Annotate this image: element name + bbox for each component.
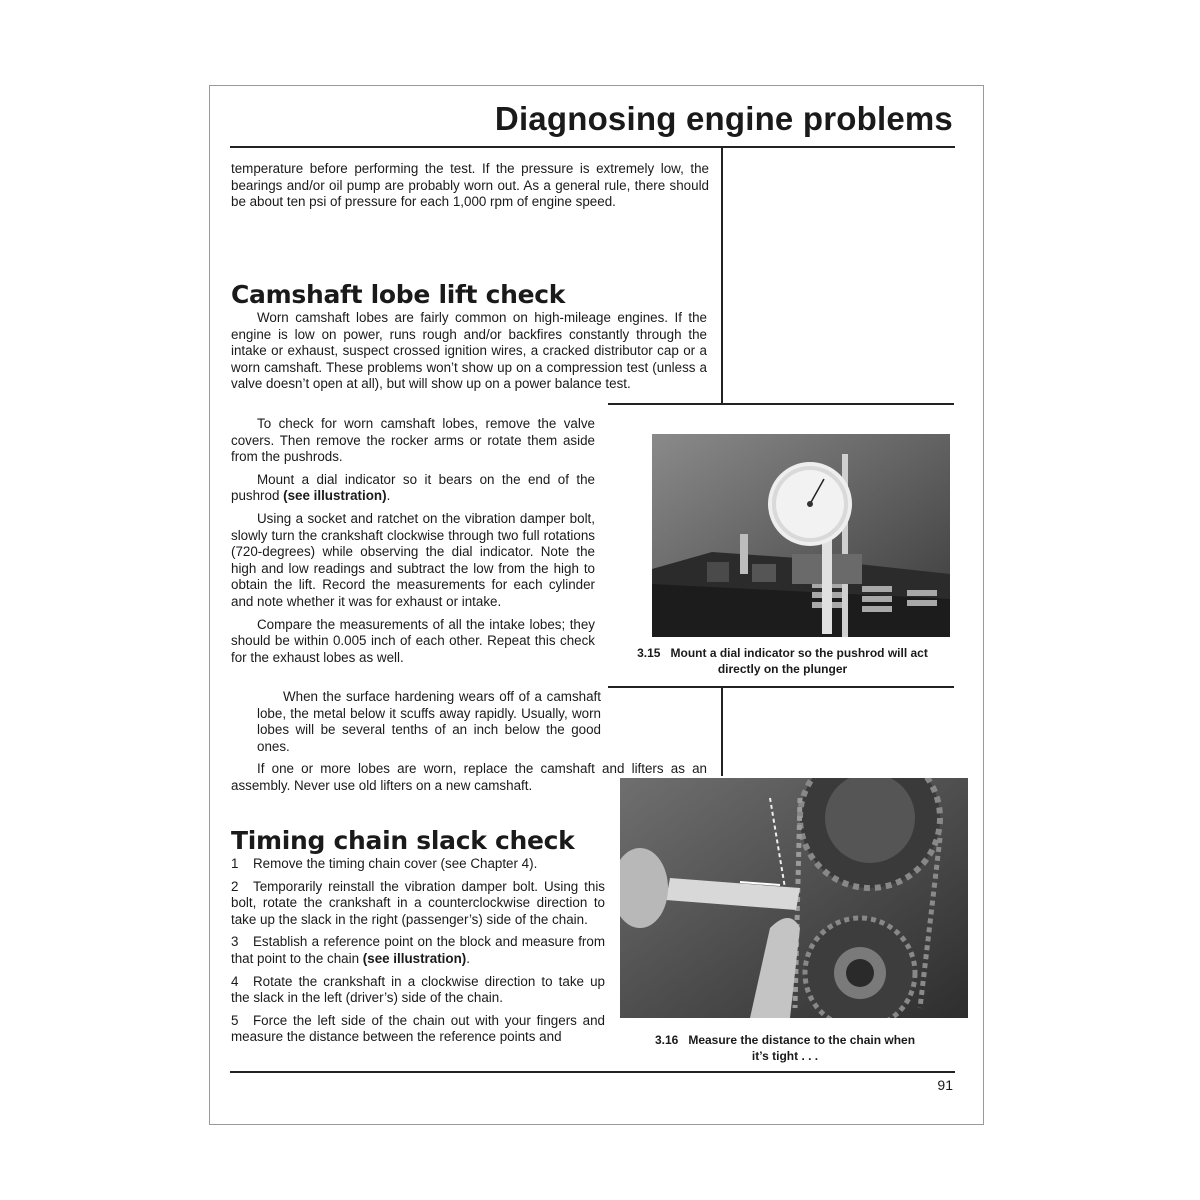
column-divider-upper (721, 148, 723, 404)
camshaft-paragraph-7: If one or more lobes are worn, replace the camshaft and lifters as an assembly. Never use old lifters on a new camshaft. (231, 761, 707, 793)
figure-3-16-caption: 3.16 Measure the distance to the chain when it’s tight . . . (654, 1033, 916, 1063)
illustration-reference: (see illustration) (283, 488, 387, 504)
page-title: Diagnosing engine problems (494, 100, 953, 137)
dial-indicator-photo (652, 434, 950, 637)
timing-chain-photo (620, 778, 968, 1018)
timing-step-1: 1 Remove the timing chain cover (see Chapter 4). (231, 856, 538, 871)
figure-3-15-caption: 3.15 Mount a dial indicator so the pushrod will act directly on the plunger (637, 646, 928, 676)
timing-steps-list (231, 856, 605, 1052)
camshaft-paragraph-2: To check for worn camshaft lobes, remove the valve covers. Then remove the rocker arms or rotate them aside from the pushrods. (231, 416, 595, 465)
dial-indicator-illustration (652, 434, 950, 637)
intro-paragraph: temperature before performing the test. If the pressure is extremely low, the bearings and/or oil pump are probably worn out. As a general rule, there should be about ten psi of pressure for each 1,000 rpm of engine speed. (231, 161, 709, 210)
manual-page (209, 85, 984, 1125)
page-number: 91 (937, 1077, 953, 1093)
figure-top-rule (608, 403, 954, 405)
timing-chain-heading: Timing chain slack check (231, 826, 575, 855)
camshaft-paragraph-1: Worn camshaft lobes are fairly common on high-mileage engines. If the engine is low on power, runs rough and/or backfires constantly through the intake or exhaust, suspect crossed ignition wires, a cracked distributor cap or a worn camshaft. These problems won’t show up on a compression test (unless a valve doesn’t open at all), but will show up on a power balance test. (231, 310, 707, 392)
figure-number: 3.16 (654, 1033, 679, 1047)
timing-step-5: 5 Force the left side of the chain out with your fingers and measure the distance between the reference points and (231, 1012, 605, 1045)
camshaft-paragraph-4: Using a socket and ratchet on the vibration damper bolt, slowly turn the crankshaft clockwise through two full rotations (720-degrees) while observing the dial indicator. Note the high and low readings and subtract the low from the high to obtain the lift. Record the measurements for each cylinder and note whether it was for exhaust or intake. (231, 510, 595, 609)
camshaft-heading: Camshaft lobe lift check (231, 280, 566, 309)
illustration-reference: (see illustration) (362, 950, 467, 966)
camshaft-paragraph-5: Compare the measurements of all the intake lobes; they should be within 0.005 inch of each other. Repeat this check for the exhaust lobes as well. (231, 616, 595, 665)
column-divider-middle (721, 686, 723, 776)
figure-bottom-rule (608, 686, 954, 688)
camshaft-paragraph-6: When the surface hardening wears off of a camshaft lobe, the metal below it scuffs away rapidly. Usually, worn lobes will be several tenths of an inch below the good ones. (257, 689, 601, 754)
figure-number: 3.15 (637, 646, 661, 660)
camshaft-left-column (231, 416, 595, 672)
timing-step-4: 4 Rotate the crankshaft in a clockwise direction to take up the slack in the left (driver’s) side of the chain. (231, 973, 605, 1006)
timing-chain-illustration (620, 778, 968, 1018)
camshaft-paragraph-3: Mount a dial indicator so it bears on the end of the pushrod (see illustration). (231, 471, 595, 504)
title-rule (230, 146, 955, 148)
footer-rule (230, 1071, 955, 1073)
timing-step-3: 3 Establish a reference point on the block and measure from that point to the chain (see illustration). (231, 934, 605, 966)
timing-step-2: 2 Temporarily reinstall the vibration damper bolt. Using this bolt, rotate the crankshaft in a counterclockwise direction to take up the slack in the right (passenger’s) side of the chain. (231, 878, 605, 927)
